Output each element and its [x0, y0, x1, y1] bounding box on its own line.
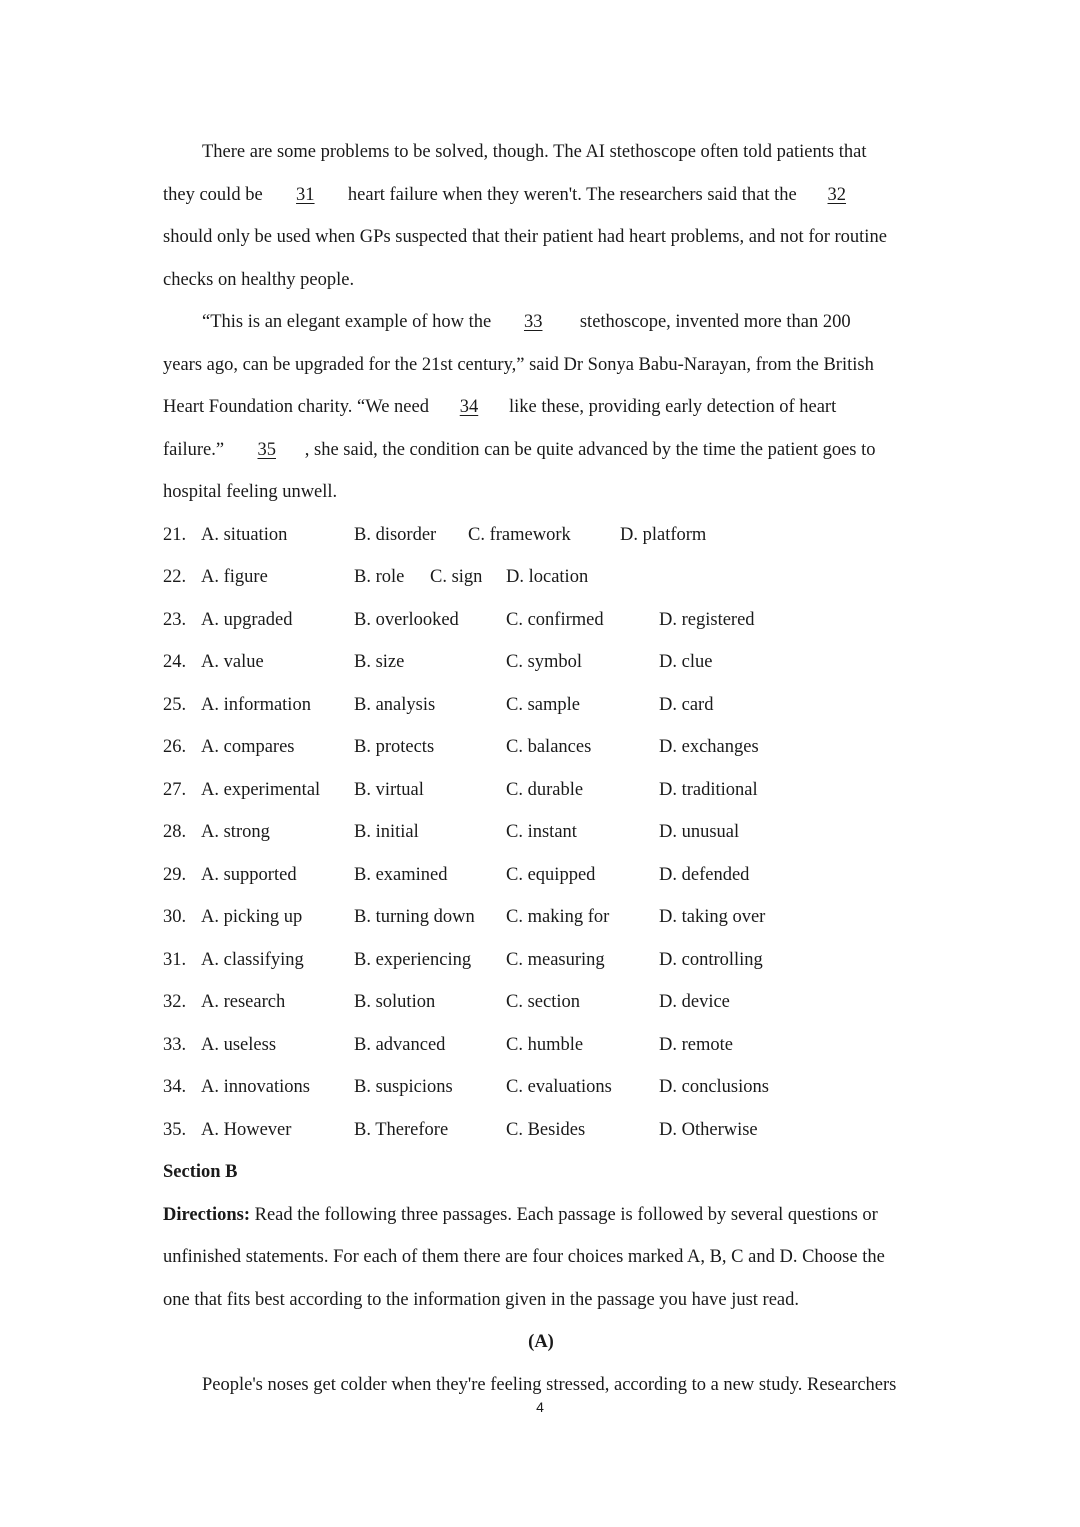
document-page: [163, 131, 919, 1406]
text-run: People's noses get colder when they're feeling stressed, according to a new study. Researchers: [202, 1374, 897, 1395]
option-row-23: [163, 599, 919, 642]
option-a: A. classifying: [201, 949, 304, 970]
text-run: Read the following three passages. Each passage is followed by several questions or: [250, 1204, 878, 1225]
option-b: B. disorder: [354, 524, 437, 545]
text-line: [163, 259, 919, 302]
text-run: one that fits best according to the information given in the passage you have just read.: [163, 1289, 800, 1310]
text-line: [163, 471, 919, 514]
option-b: B. initial: [354, 822, 419, 842]
question-number: 28.: [163, 822, 187, 842]
option-row-34: [163, 1066, 919, 1109]
option-a: A. picking up: [201, 907, 303, 927]
option-b: B. experiencing: [354, 949, 472, 970]
option-d: D. card: [659, 694, 714, 715]
option-d: D. clue: [659, 652, 713, 672]
option-d: D. traditional: [659, 779, 758, 800]
option-c: C. framework: [468, 524, 571, 545]
text-run: , she said, the condition can be quite advanced by the time the patient goes to: [304, 439, 876, 460]
option-a: A. useless: [201, 1034, 277, 1055]
question-number: 31.: [163, 949, 187, 970]
option-a: A. supported: [201, 864, 297, 885]
text-run: heart failure when they weren't. The researchers said that the: [343, 184, 797, 205]
text-run: unfinished statements. For each of them there are four choices marked A, B, C and D. Choose the: [163, 1247, 885, 1267]
option-b: B. Therefore: [354, 1119, 449, 1140]
option-a: A. research: [201, 992, 286, 1012]
blank-33: 33: [523, 312, 543, 332]
option-b: B. virtual: [354, 779, 424, 800]
text-run: checks on healthy people.: [163, 269, 355, 290]
option-c: C. sample: [506, 694, 580, 715]
section-heading: Section B: [163, 1162, 238, 1182]
question-number: 35.: [163, 1119, 187, 1140]
option-d: D. conclusions: [659, 1077, 769, 1097]
option-b: B. solution: [354, 992, 436, 1012]
text-line: [163, 131, 919, 174]
option-b: B. advanced: [354, 1034, 446, 1055]
blank-35: 35: [257, 439, 276, 460]
option-d: D. controlling: [659, 949, 763, 970]
option-b: B. turning down: [354, 907, 475, 927]
question-number: 34.: [163, 1077, 187, 1097]
option-d: D. defended: [659, 864, 750, 885]
text-line: [163, 344, 919, 387]
option-a: A. situation: [201, 524, 288, 545]
question-number: 23.: [163, 609, 187, 630]
option-b: B. role: [354, 567, 405, 587]
text-run: years ago, can be upgraded for the 21st century,” said Dr Sonya Babu-Narayan, from the British: [163, 354, 874, 375]
question-number: 27.: [163, 779, 187, 800]
option-row-35: [163, 1109, 919, 1152]
option-b: B. size: [354, 652, 405, 672]
text-run: like these, providing early detection of heart: [508, 397, 837, 417]
passage-label: (A): [528, 1332, 554, 1352]
option-a: A. figure: [201, 567, 268, 587]
option-d: D. exchanges: [659, 737, 759, 757]
question-number: 33.: [163, 1034, 187, 1055]
blank-32: 32: [827, 184, 847, 205]
page-number: 4: [536, 1399, 544, 1415]
question-number: 30.: [163, 907, 187, 927]
option-d: D. location: [506, 567, 589, 587]
option-b: B. overlooked: [354, 609, 459, 630]
option-c: C. humble: [506, 1034, 584, 1055]
text-line: [163, 386, 919, 429]
blank-31: 31: [296, 184, 315, 205]
option-a: A. However: [201, 1119, 292, 1140]
options-list: [163, 514, 919, 1152]
option-row-25: [163, 684, 919, 727]
text-line: [163, 301, 919, 344]
option-row-27: [163, 769, 919, 812]
option-c: C. evaluations: [506, 1077, 612, 1097]
paragraph-problems: [163, 131, 919, 301]
option-c: C. instant: [506, 822, 577, 842]
option-c: C. Besides: [506, 1119, 586, 1140]
option-row-28: [163, 811, 919, 854]
text-line: [163, 216, 919, 259]
option-c: C. balances: [506, 737, 592, 757]
option-c: C. durable: [506, 779, 584, 800]
option-d: D. taking over: [659, 907, 766, 927]
question-number: 29.: [163, 864, 187, 885]
question-number: 24.: [163, 652, 187, 672]
directions-line: [163, 1236, 919, 1279]
option-d: D. device: [659, 992, 730, 1012]
option-d: D. registered: [659, 609, 755, 630]
option-a: A. strong: [201, 822, 270, 842]
option-c: C. measuring: [506, 949, 605, 970]
option-a: A. upgraded: [201, 609, 293, 630]
option-row-31: [163, 939, 919, 982]
text-run: should only be used when GPs suspected that their patient had heart problems, and not for routine: [163, 227, 887, 247]
option-a: A. information: [201, 694, 311, 715]
text-run: hospital feeling unwell.: [163, 482, 338, 502]
text-line: [163, 174, 919, 217]
paragraph-quote: [163, 301, 919, 514]
directions-line: [163, 1279, 919, 1322]
text-run: they could be: [163, 184, 268, 205]
option-a: A. value: [201, 652, 264, 672]
option-b: B. analysis: [354, 694, 436, 715]
option-c: C. symbol: [506, 652, 583, 672]
option-d: D. unusual: [659, 822, 740, 842]
option-row-30: [163, 896, 919, 939]
option-c: C. equipped: [506, 864, 596, 885]
question-number: 21.: [163, 524, 187, 545]
directions-line: [163, 1194, 919, 1237]
option-c: C. sign: [430, 567, 483, 587]
option-a: A. innovations: [201, 1077, 310, 1097]
option-row-29: [163, 854, 919, 897]
text-run: Heart Foundation charity. “We need: [163, 397, 429, 417]
option-row-22: [163, 556, 919, 599]
text-line: [163, 429, 919, 472]
section-b: [163, 1151, 919, 1406]
question-number: 25.: [163, 694, 187, 715]
blank-34: 34: [459, 397, 479, 417]
question-number: 22.: [163, 567, 187, 587]
option-row-26: [163, 726, 919, 769]
option-c: C. section: [506, 992, 580, 1012]
option-row-21: [163, 514, 919, 557]
question-number: 26.: [163, 737, 187, 757]
text-run: stethoscope, invented more than 200: [575, 312, 851, 332]
option-a: A. compares: [201, 737, 295, 757]
option-d: D. Otherwise: [659, 1119, 758, 1140]
text-run: There are some problems to be solved, though. The AI stethoscope often told patients that: [202, 142, 867, 162]
option-b: B. protects: [354, 737, 435, 757]
question-number: 32.: [163, 992, 187, 1012]
option-c: C. confirmed: [506, 609, 604, 630]
option-row-24: [163, 641, 919, 684]
text-run: failure.”: [163, 439, 229, 460]
directions-label: Directions:: [163, 1204, 250, 1225]
option-d: D. remote: [659, 1034, 733, 1055]
option-b: B. examined: [354, 864, 448, 885]
text-run: “This is an elegant example of how the: [202, 312, 492, 332]
option-c: C. making for: [506, 907, 610, 927]
option-b: B. suspicions: [354, 1077, 453, 1097]
option-row-33: [163, 1024, 919, 1067]
option-a: A. experimental: [201, 779, 321, 800]
option-d: D. platform: [620, 524, 707, 545]
option-row-32: [163, 981, 919, 1024]
